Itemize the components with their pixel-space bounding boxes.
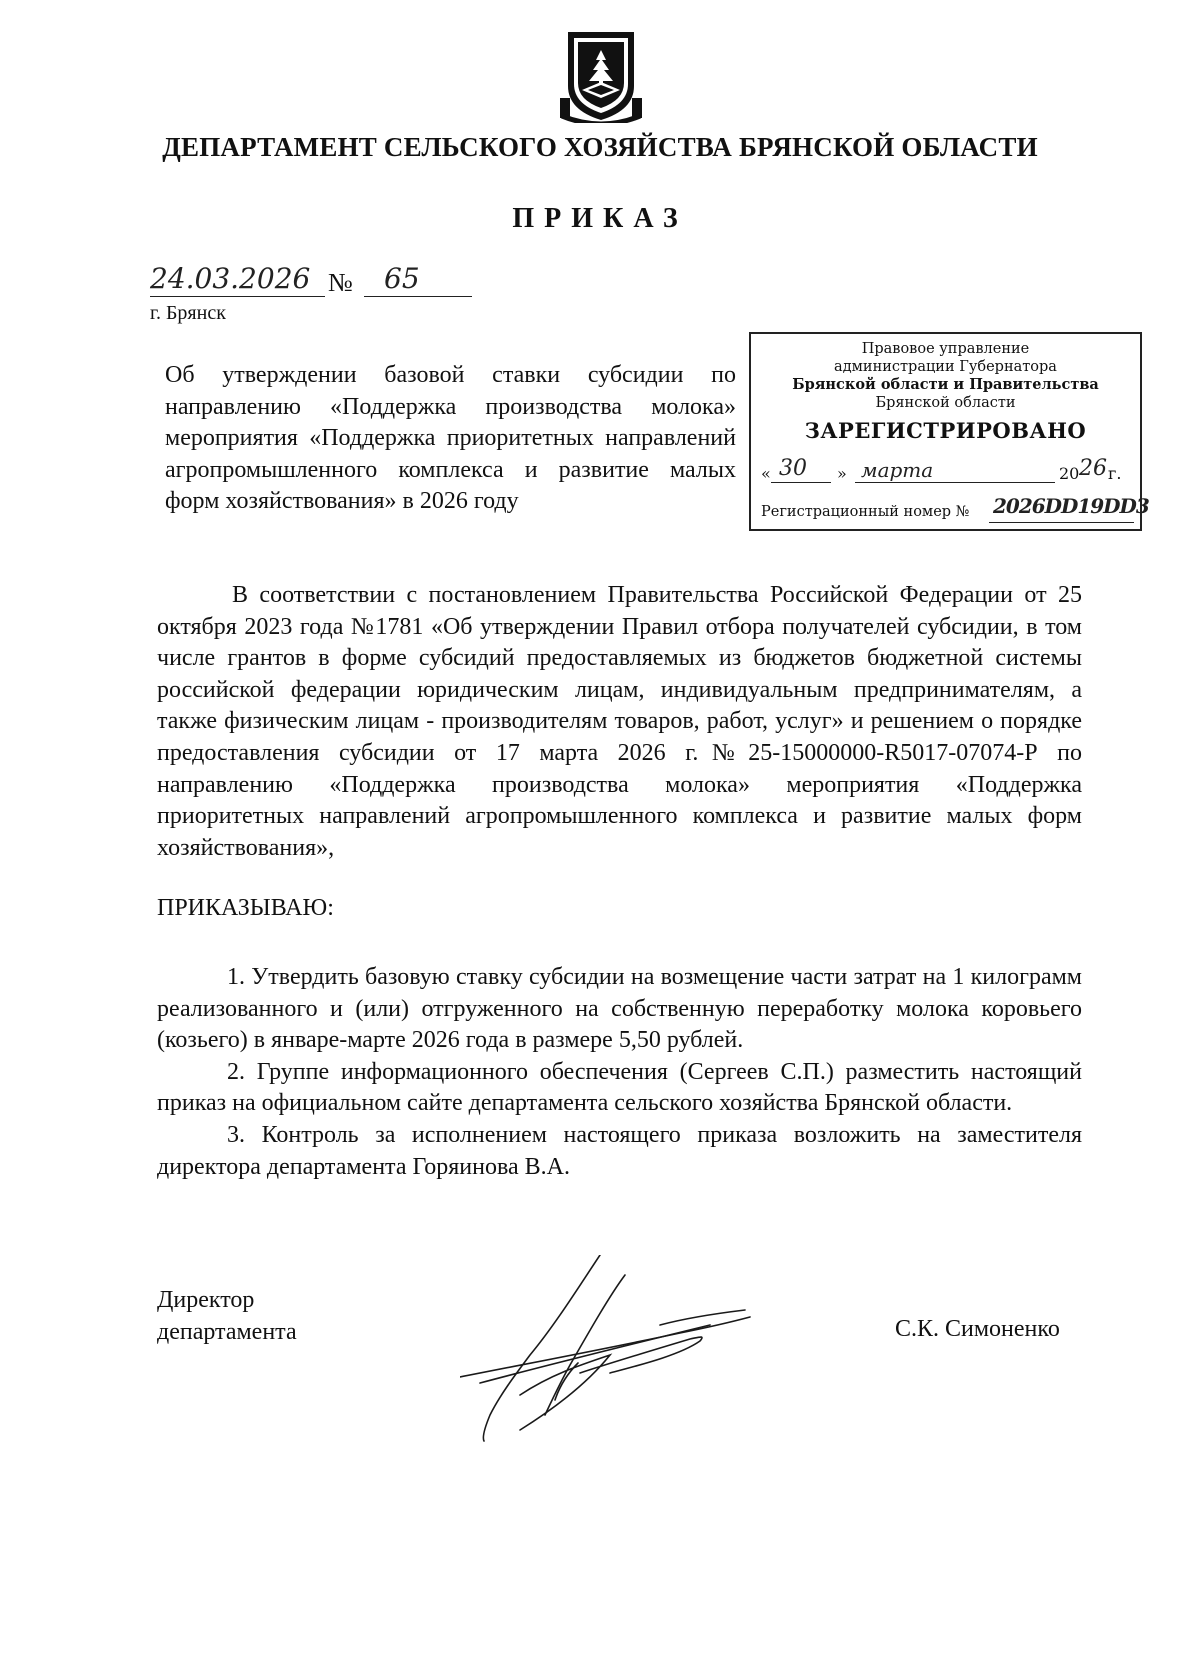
stamp-date-row: « 30 » марта 20 26 г.: [761, 456, 1122, 483]
order-item: 3. Контроль за исполнением настоящего приказа возложить на заместителя директора департамента Горяинова В.А.: [157, 1121, 1082, 1180]
order-word: ПРИКАЗЫВАЮ:: [157, 895, 334, 921]
registration-stamp: [749, 332, 1149, 531]
position-line: департамента: [157, 1319, 297, 1345]
stamp-line: Правовое управление: [861, 341, 1030, 357]
order-number: 65: [384, 262, 420, 295]
stamp-year-suffix: 26: [1079, 456, 1107, 481]
coat-of-arms-icon: [558, 28, 644, 123]
position-line: Директор: [157, 1287, 255, 1313]
preamble-paragraph: В соответствии с постановлением Правительства Российской Федерации от 25 октября 2023 года №1781 «Об утверждении Правил отбора получателей субсидии, в том числе грантов в форме субсидий предоставляемых из бюджетов бюджетной системы российской федерации юридическим лицам, индивидуальным предпринимателям, а также физическим лицам - производителям товаров, работ, услуг» и решением о порядке предоставления субсидии от 17 марта 2026 г.№25-15000000-R5017-07074-Р по направлению «Поддержка производства молока» мероприятия «Поддержка приоритетных направлений агропромышленного комплекса и развитие малых форм хозяйствования»,: [157, 582, 1082, 861]
stamp-reg-label: Регистрационный номер №: [761, 504, 970, 520]
order-item: 1. Утвердить базовую ставку субсидии на возмещение части затрат на 1 килограмм реализованного и (или) отгруженного на собственную переработку молока коровьего (козьего) в январе-марте 2026 года в размере 5,50 рублей.: [157, 964, 1082, 1054]
stamp-reg-number: 2026DD19DD3: [993, 494, 1149, 518]
stamp-regnum-row: [761, 494, 1149, 528]
stamp-month: марта: [861, 458, 934, 482]
order-date: 24.03.2026: [150, 262, 311, 295]
department-title: ДЕПАРТАМЕНТ СЕЛЬСКОГО ХОЗЯЙСТВА БРЯНСКОЙ ОБЛАСТИ: [162, 132, 1038, 162]
stamp-line: администрации Губернатора: [834, 359, 1057, 375]
order-items: [157, 962, 1082, 1183]
stamp-line: Брянской области и Правительства: [792, 376, 1099, 393]
stamp-day: 30: [779, 456, 807, 481]
date-underline: [150, 296, 325, 297]
stamp-line: Брянской области: [875, 395, 1016, 411]
number-underline: [364, 296, 472, 297]
city: г. Брянск: [150, 302, 226, 324]
order-item: 2. Группе информационного обеспечения (Сергеев С.П.) разместить настоящий приказ на официальном сайте департамента сельского хозяйства Брянской области.: [157, 1058, 1082, 1117]
order-subject: Об утверждении базовой ставки субсидии по направлению «Поддержка производства молока» мероприятия «Поддержка приоритетных направлений агропромышленного комплекса и развитие малых форм хозяйствования» в 2026 году: [165, 362, 736, 514]
signatory-position: [157, 1284, 297, 1348]
signatory-name: С.К. Симоненко: [895, 1316, 1060, 1342]
stamp-registered-label: ЗАРЕГИСТРИРОВАНО: [804, 418, 1087, 443]
stamp-year-prefix: 20: [1059, 464, 1080, 483]
number-sign: №: [328, 268, 353, 297]
stamp-year-end: г.: [1108, 464, 1122, 483]
handwritten-signature: [460, 1255, 800, 1445]
document-type-title: ПРИКАЗ: [512, 203, 688, 234]
